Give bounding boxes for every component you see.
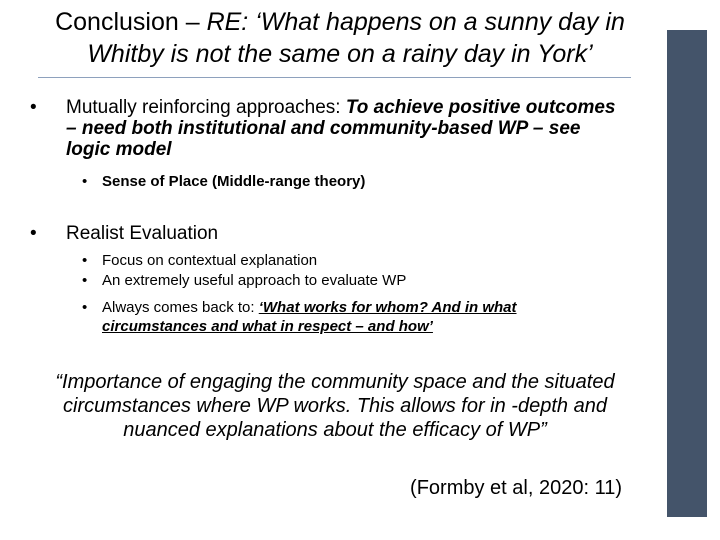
title-divider (38, 77, 631, 78)
citation: (Formby et al, 2020: 11) (410, 477, 622, 499)
bullet-mutually-reinforcing (30, 97, 630, 160)
slide-title (20, 6, 660, 70)
sub-bullet-what-works (82, 298, 622, 336)
quote-text: “Importance of engaging the community space and the situated circumstances where WP works. This allows for in -depth and nuanced explanations about the efficacy of WP” (55, 371, 615, 441)
bullet-lead: Mutually reinforcing approaches: (66, 97, 346, 118)
bullet-text: Realist Evaluation (66, 223, 219, 244)
sub-bullet-text: Sense of Place (Middle-range theory) (102, 173, 366, 190)
sub-bullet-contextual (82, 251, 622, 270)
sub-bullet-prefix: Always comes back to: (102, 299, 259, 316)
sub-bullet-text: An extremely useful approach to evaluate WP (102, 272, 407, 289)
sub-bullet-dot-icon: • (82, 252, 88, 269)
bullet-dot-icon: • (30, 223, 37, 244)
bullet-text (66, 97, 630, 160)
accent-bar (667, 30, 707, 517)
sub-bullet-dot-icon: • (82, 173, 88, 190)
sub-bullet-useful-approach (82, 271, 622, 290)
title-italic-line2: Whitby is not the same on a rainy day in York’ (87, 40, 593, 68)
bullet-dot-icon: • (30, 97, 37, 118)
sub-bullet-dot-icon: • (82, 299, 88, 316)
title-prefix: Conclusion – (55, 8, 207, 36)
title-italic-line1: RE: ‘What happens on a sunny day in (206, 8, 625, 36)
sub-bullet-text (102, 298, 622, 336)
bullet-realist-evaluation (30, 223, 630, 244)
bullet-emphasis: To achieve positive outcomes – need both institutional and community-based WP – see logic model (66, 97, 616, 160)
sub-bullet-emphasis: ‘What works for whom? And in what circumstances and what in respect – and how’ (102, 299, 517, 335)
sub-bullet-text: Focus on contextual explanation (102, 252, 318, 269)
sub-bullet-dot-icon: • (82, 272, 88, 289)
sub-bullet-sense-of-place (82, 172, 622, 191)
